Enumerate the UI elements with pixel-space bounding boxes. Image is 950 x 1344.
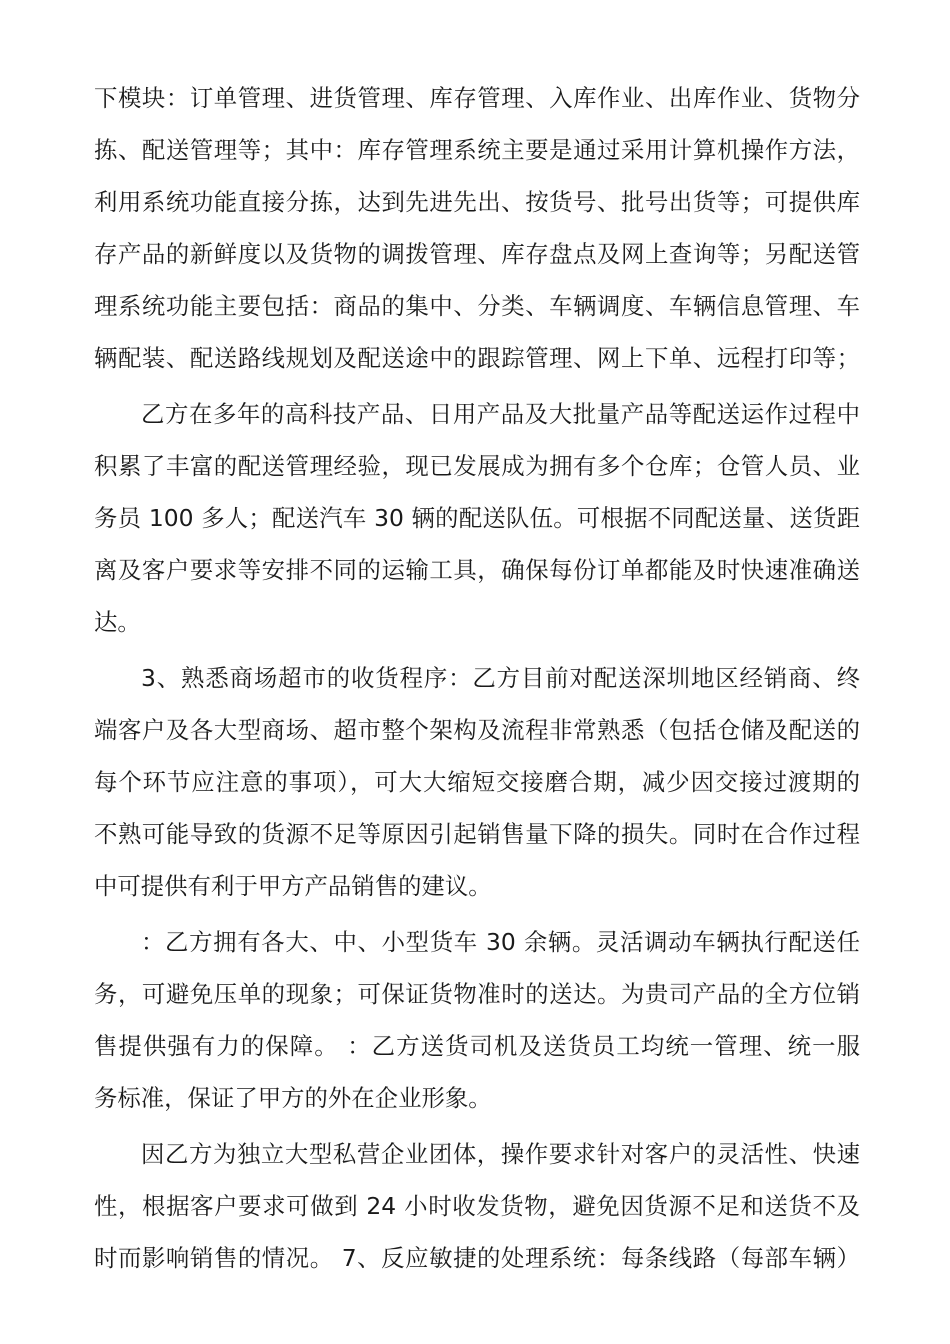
paragraph-5 [94, 1128, 860, 1284]
text-line: 辆配装、配送路线规划及配送途中的跟踪管理、网上下单、远程打印等； [94, 344, 860, 372]
text-line: 离及客户要求等安排不同的运输工具，确保每份订单都能及时快速准确送 [94, 556, 860, 584]
text-line: 达。 [94, 608, 141, 636]
text-line: 务标准，保证了甲方的外在企业形象。 [94, 1084, 492, 1112]
document-body [94, 72, 860, 1284]
text-line: 拣、配送管理等；其中：库存管理系统主要是通过采用计算机操作方法， [94, 136, 860, 164]
text-line: 不熟可能导致的货源不足等原因引起销售量下降的损失。同时在合作过程 [94, 820, 860, 848]
text-line: 因乙方为独立大型私营企业团体，操作要求针对客户的灵活性、快速 [141, 1140, 860, 1168]
paragraph-1 [94, 72, 860, 384]
text-line: ：乙方拥有各大、中、小型货车 30 余辆。灵活调动车辆执行配送任 [141, 928, 860, 956]
text-line: 售提供强有力的保障。 ：乙方送货司机及送货员工均统一管理、统一服 [94, 1032, 860, 1060]
paragraph-3 [94, 652, 860, 912]
text-line: 务，可避免压单的现象；可保证货物准时的送达。为贵司产品的全方位销 [94, 980, 860, 1008]
text-line: 端客户及各大型商场、超市整个架构及流程非常熟悉（包括仓储及配送的 [94, 716, 860, 744]
text-line: 利用系统功能直接分拣，达到先进先出、按货号、批号出货等；可提供库 [94, 188, 860, 216]
text-line: 时而影响销售的情况。 7、反应敏捷的处理系统：每条线路（每部车辆） [94, 1244, 860, 1272]
text-line: 务员 100 多人；配送汽车 30 辆的配送队伍。可根据不同配送量、送货距 [94, 504, 860, 532]
text-line: 下模块：订单管理、进货管理、库存管理、入库作业、出库作业、货物分 [94, 84, 860, 112]
text-line: 存产品的新鲜度以及货物的调拨管理、库存盘点及网上查询等；另配送管 [94, 240, 860, 268]
text-line: 3、熟悉商场超市的收货程序：乙方目前对配送深圳地区经销商、终 [141, 664, 860, 692]
text-line: 积累了丰富的配送管理经验，现已发展成为拥有多个仓库；仓管人员、业 [94, 452, 860, 480]
text-line: 乙方在多年的高科技产品、日用产品及大批量产品等配送运作过程中 [141, 400, 860, 428]
text-line: 每个环节应注意的事项），可大大缩短交接磨合期，减少因交接过渡期的 [94, 768, 860, 796]
text-line: 性，根据客户要求可做到 24 小时收发货物，避免因货源不足和送货不及 [94, 1192, 860, 1220]
text-line: 理系统功能主要包括：商品的集中、分类、车辆调度、车辆信息管理、车 [94, 292, 860, 320]
text-line: 中可提供有利于甲方产品销售的建议。 [94, 872, 492, 900]
paragraph-4 [94, 916, 860, 1124]
paragraph-2 [94, 388, 860, 648]
